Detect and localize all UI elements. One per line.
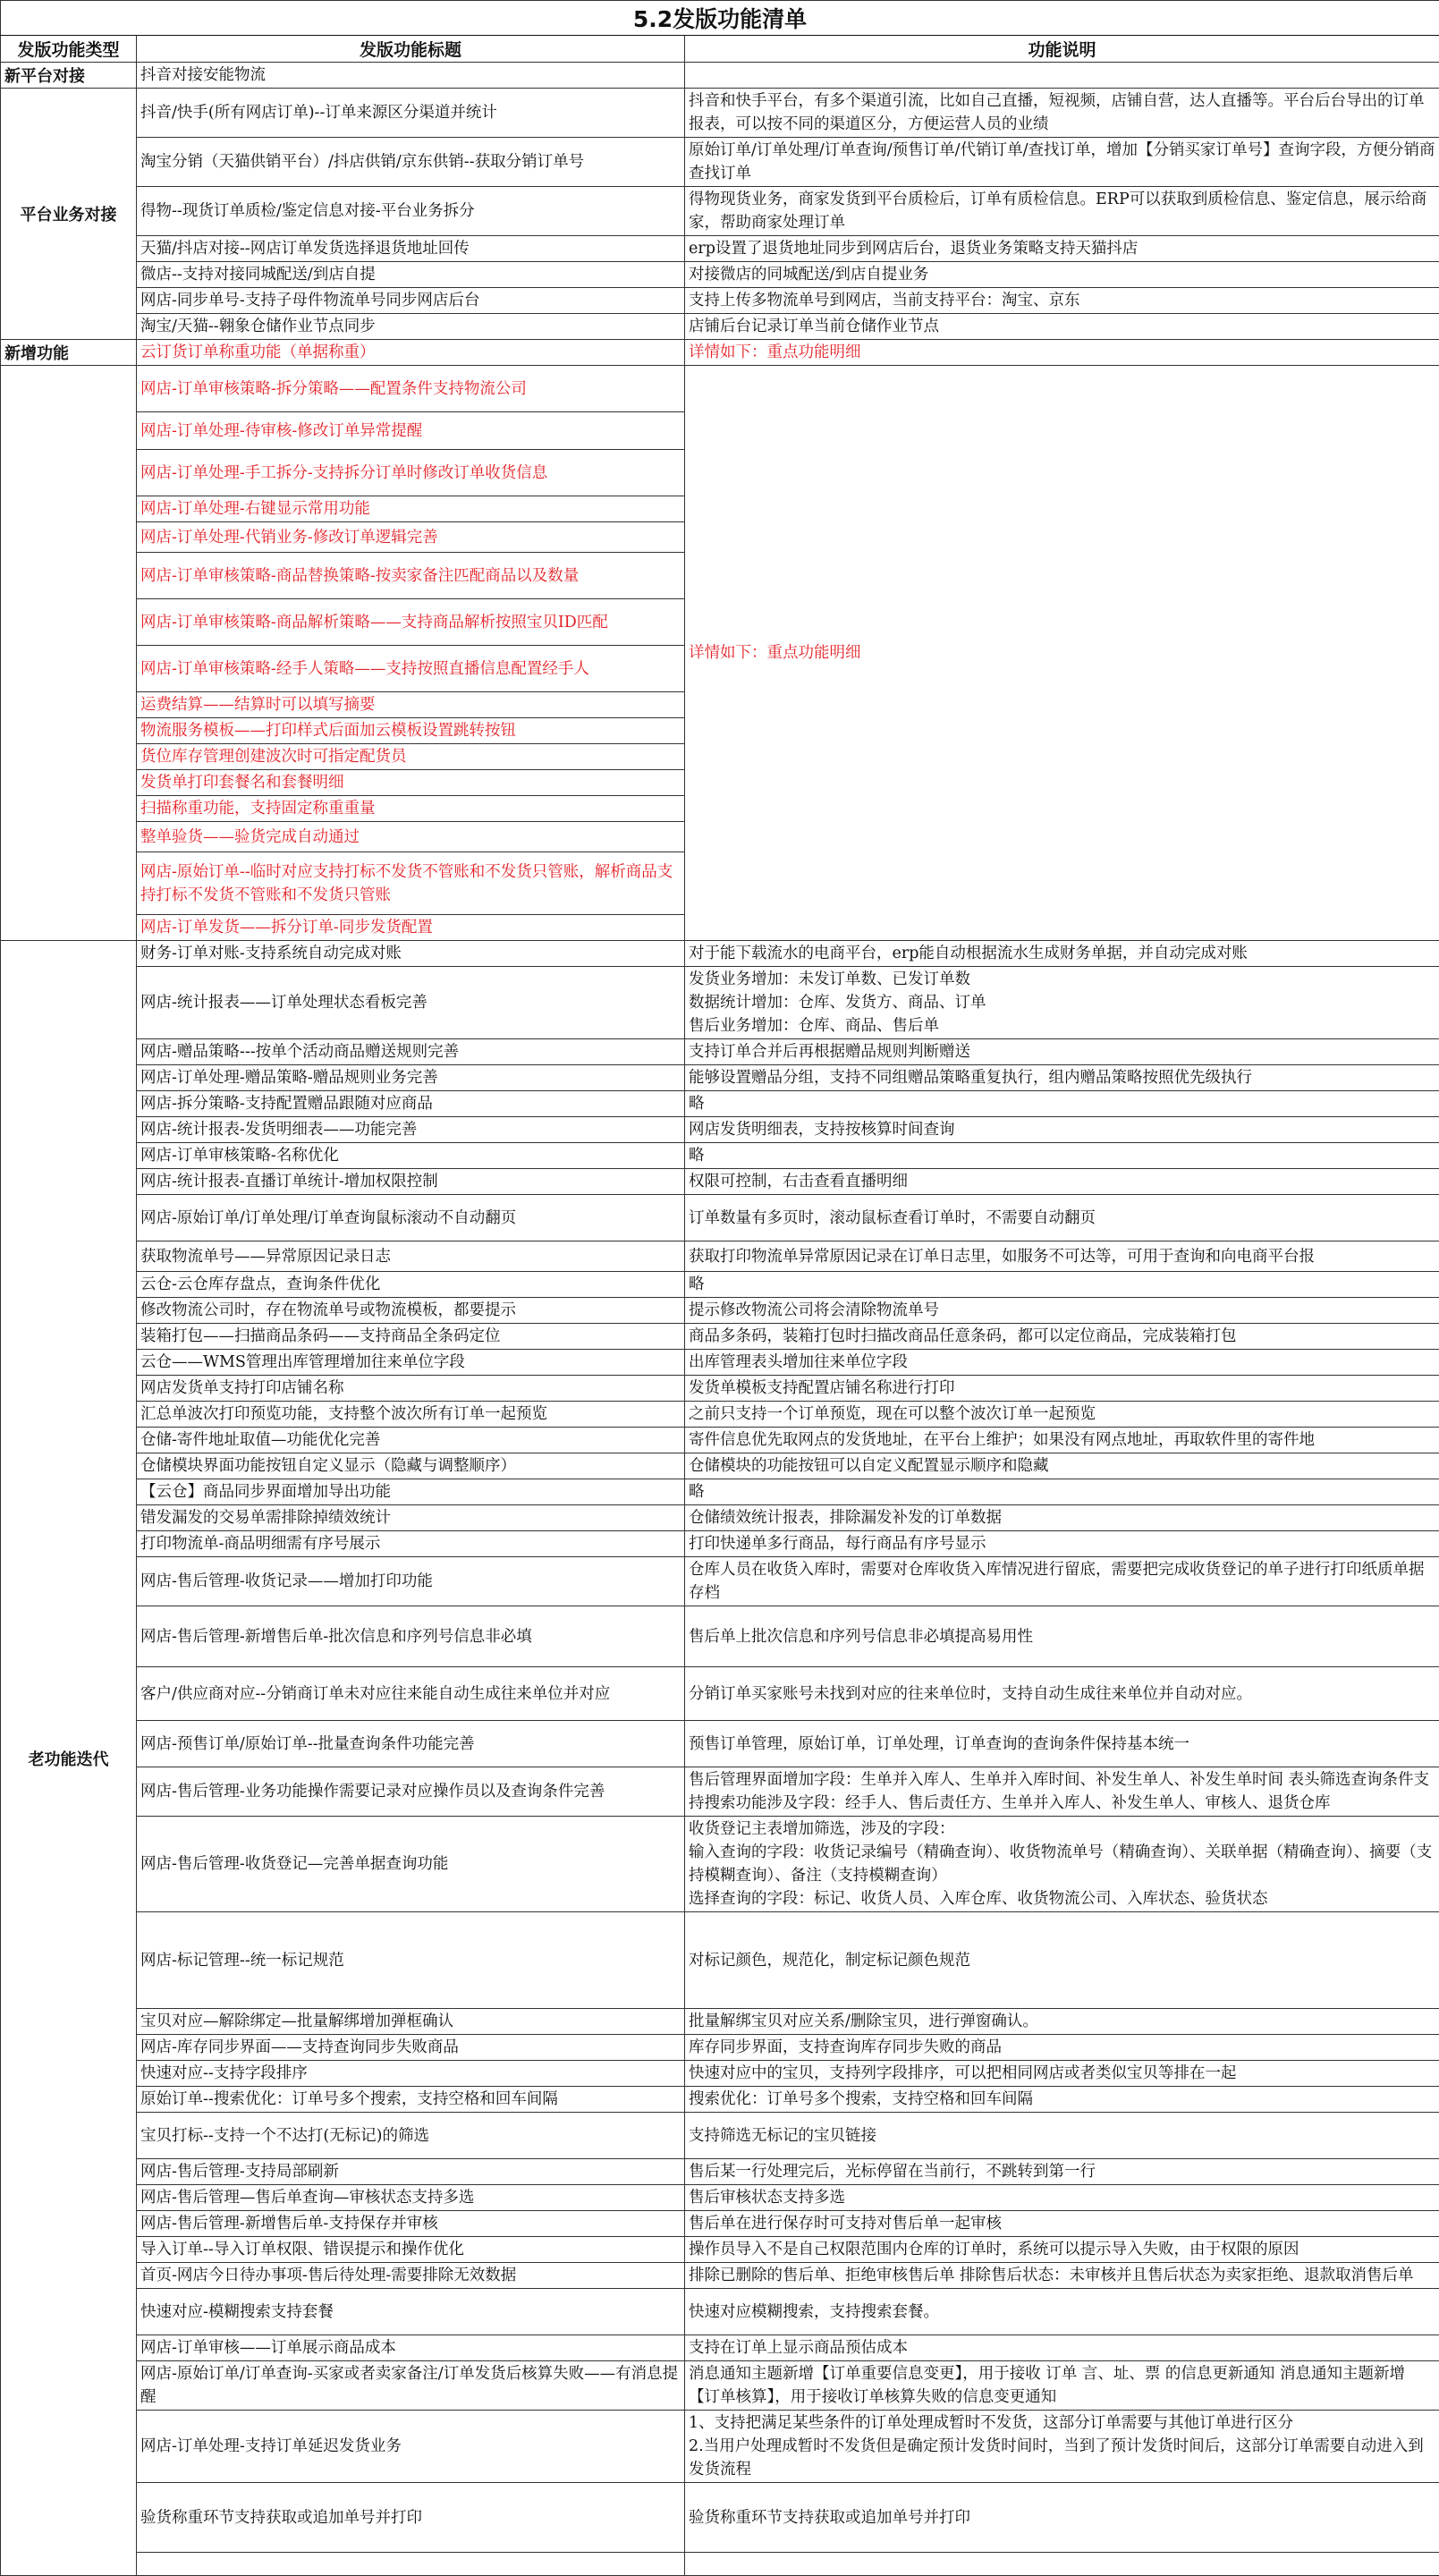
feature-title: 验货称重环节支持获取或追加单号并打印: [137, 2483, 685, 2553]
feature-desc: 对标记颜色，规范化，制定标记颜色规范: [685, 1912, 1439, 2009]
feature-title: 快速对应--支持字段排序: [137, 2061, 685, 2087]
feature-title: 网店-订单审核——订单展示商品成本: [137, 2335, 685, 2361]
feature-title: 网店-售后管理—售后单查询—审核状态支持多选: [137, 2185, 685, 2211]
feature-title: 云订货订单称重功能（单据称重）: [137, 340, 685, 366]
feature-title: 云仓——WMS管理出库管理增加往来单位字段: [137, 1350, 685, 1376]
feature-desc: 售后单在进行保存时可支持对售后单一起审核: [685, 2211, 1439, 2237]
feature-title: 财务-订单对账-支持系统自动完成对账: [137, 941, 685, 967]
feature-title: 网店-统计报表——订单处理状态看板完善: [137, 967, 685, 1039]
feature-desc: 搜索优化：订单号多个搜索，支持空格和回车间隔: [685, 2087, 1439, 2113]
feature-desc: erp设置了退货地址同步到网店后台，退货业务策略支持天猫抖店: [685, 236, 1439, 262]
feature-desc: [685, 63, 1439, 89]
feature-title: 物流服务模板——打印样式后面加云模板设置跳转按钮: [137, 718, 685, 744]
feature-desc: 仓储绩效统计报表，排除漏发补发的订单数据: [685, 1505, 1439, 1531]
feature-desc: 商品多条码，装箱打包时扫描改商品任意条码，都可以定位商品，完成装箱打包: [685, 1324, 1439, 1350]
feature-desc: 得物现货业务，商家发货到平台质检后，订单有质检信息。ERP可以获取到质检信息、鉴定信息，展示给商家，帮助商家处理订单: [685, 187, 1439, 236]
category-new-features: 新增功能: [1, 340, 137, 366]
feature-title: 淘宝分销（天猫供销平台）/抖店供销/京东供销--获取分销订单号: [137, 138, 685, 187]
feature-title: 【云仓】商品同步界面增加导出功能: [137, 1479, 685, 1505]
feature-title: 网店-售后管理-收货登记—完善单据查询功能: [137, 1817, 685, 1912]
feature-desc: 略: [685, 1479, 1439, 1505]
feature-title: 网店-标记管理--统一标记规范: [137, 1912, 685, 2009]
feature-title: 仓储模块界面功能按钮自定义显示（隐藏与调整顺序）: [137, 1453, 685, 1479]
feature-desc: 打印快递单多行商品，每行商品有序号显示: [685, 1531, 1439, 1557]
feature-title: 网店-订单审核策略-商品解析策略——支持商品解析按照宝贝ID匹配: [137, 599, 685, 646]
feature-desc: 仓储模块的功能按钮可以自定义配置显示顺序和隐藏: [685, 1453, 1439, 1479]
feature-title: 首页-网店今日待办事项-售后待处理-需要排除无效数据: [137, 2263, 685, 2289]
feature-title: 货位库存管理创建波次时可指定配货员: [137, 744, 685, 770]
feature-title: 网店-订单审核策略-拆分策略——配置条件支持物流公司: [137, 366, 685, 412]
feature-desc: 批量解绑宝贝对应关系/删除宝贝，进行弹窗确认。: [685, 2009, 1439, 2035]
feature-title: 修改物流公司时，存在物流单号或物流模板，都要提示: [137, 1298, 685, 1324]
feature-desc: 能够设置赠品分组，支持不同组赠品策略重复执行，组内赠品策略按照优先级执行: [685, 1065, 1439, 1091]
feature-title: 网店-统计报表-发货明细表——功能完善: [137, 1117, 685, 1143]
feature-title: 网店-售后管理-新增售后单-支持保存并审核: [137, 2211, 685, 2237]
feature-title: 网店-预售订单/原始订单--批量查询条件功能完善: [137, 1721, 685, 1767]
feature-desc: 售后审核状态支持多选: [685, 2185, 1439, 2211]
feature-desc: 发货业务增加：未发订单数、已发订单数 数据统计增加：仓库、发货方、商品、订单 售后业务增加：仓库、商品、售后单: [685, 967, 1439, 1039]
feature-title: 导入订单--导入订单权限、错误提示和操作优化: [137, 2237, 685, 2263]
feature-title: 快速对应-模糊搜索支持套餐: [137, 2289, 685, 2335]
feature-desc: 详情如下：重点功能明细: [685, 366, 1439, 941]
feature-title: 网店-订单处理-代销业务-修改订单逻辑完善: [137, 522, 685, 553]
feature-title: 网店-售后管理-业务功能操作需要记录对应操作员以及查询条件完善: [137, 1767, 685, 1817]
feature-title: 打印物流单-商品明细需有序号展示: [137, 1531, 685, 1557]
feature-desc: 订单数量有多页时，滚动鼠标查看订单时，不需要自动翻页: [685, 1195, 1439, 1241]
feature-desc: 详情如下：重点功能明细: [685, 340, 1439, 366]
feature-title: 发货单打印套餐名和套餐明细: [137, 770, 685, 796]
feature-desc: 售后管理界面增加字段：生单并入库人、生单并入库时间、补发生单人、补发生单时间 表头筛选查询条件支持搜索功能涉及字段：经手人、售后责任方、生单并入库人、补发生单人、审核人、退货仓库: [685, 1767, 1439, 1817]
feature-desc: 1、支持把满足某些条件的订单处理成暂时不发货，这部分订单需要与其他订单进行区分 2.当用户处理成暂时不发货但是确定预计发货时间时，当到了预计发货时间后，这部分订单需要自动进入到发货流程: [685, 2411, 1439, 2483]
feature-title: 网店-同步单号-支持子母件物流单号同步网店后台: [137, 288, 685, 314]
feature-title: 网店发货单支持打印店铺名称: [137, 1376, 685, 1402]
feature-desc: [685, 2553, 1439, 2576]
feature-desc: 对接微店的同城配送/到店自提业务: [685, 262, 1439, 288]
feature-title: 抖音对接安能物流: [137, 63, 685, 89]
feature-title: 网店-订单处理-待审核-修改订单异常提醒: [137, 412, 685, 450]
feature-title: 整单验货——验货完成自动通过: [137, 822, 685, 852]
category-platform-business: 平台业务对接: [1, 89, 137, 340]
sheet-title: 5.2发版功能清单: [1, 1, 1439, 36]
feature-desc: 寄件信息优先取网点的发货地址，在平台上维护；如果没有网点地址，再取软件里的寄件地: [685, 1428, 1439, 1453]
header-type: 发版功能类型: [1, 36, 137, 63]
feature-desc: 支持在订单上显示商品预估成本: [685, 2335, 1439, 2361]
feature-title: [137, 2553, 685, 2576]
feature-title: 网店-售后管理-新增售后单-批次信息和序列号信息非必填: [137, 1606, 685, 1667]
feature-title: 网店-订单发货——拆分订单-同步发货配置: [137, 915, 685, 941]
feature-title: 抖音/快手(所有网店订单)--订单来源区分渠道并统计: [137, 89, 685, 138]
feature-title: 网店-订单处理-赠品策略-赠品规则业务完善: [137, 1065, 685, 1091]
feature-desc: 售后单上批次信息和序列号信息非必填提高易用性: [685, 1606, 1439, 1667]
feature-title: 网店-原始订单/订单处理/订单查询鼠标滚动不自动翻页: [137, 1195, 685, 1241]
feature-desc: 预售订单管理，原始订单，订单处理，订单查询的查询条件保持基本统一: [685, 1721, 1439, 1767]
feature-title: 运费结算——结算时可以填写摘要: [137, 692, 685, 718]
feature-desc: 收货登记主表增加筛选，涉及的字段： 输入查询的字段：收货记录编号（精确查询）、收货物流单号（精确查询）、关联单据（精确查询）、摘要（支持模糊查询）、备注（支持模糊查询） 选择查询的字段：标记、收货人员、入库仓库、收货物流公司、入库状态、验货状态: [685, 1817, 1439, 1912]
feature-desc: 提示修改物流公司将会清除物流单号: [685, 1298, 1439, 1324]
feature-title: 汇总单波次打印预览功能，支持整个波次所有订单一起预览: [137, 1402, 685, 1428]
feature-desc: 略: [685, 1272, 1439, 1298]
feature-title: 网店-订单审核策略-经手人策略——支持按照直播信息配置经手人: [137, 646, 685, 692]
feature-title: 网店-库存同步界面——支持查询同步失败商品: [137, 2035, 685, 2061]
feature-desc: 原始订单/订单处理/订单查询/预售订单/代销订单/查找订单，增加【分销买家订单号】查询字段，方便分销商查找订单: [685, 138, 1439, 187]
feature-title: 原始订单--搜索优化：订单号多个搜索，支持空格和回车间隔: [137, 2087, 685, 2113]
feature-title: 网店-订单审核策略-名称优化: [137, 1143, 685, 1169]
feature-desc: 对于能下载流水的电商平台，erp能自动根据流水生成财务单据，并自动完成对账: [685, 941, 1439, 967]
feature-desc: 获取打印物流单异常原因记录在订单日志里，如服务不可达等，可用于查询和向电商平台报: [685, 1241, 1439, 1272]
feature-desc: 发货单模板支持配置店铺名称进行打印: [685, 1376, 1439, 1402]
feature-title: 网店-原始订单--临时对应支持打标不发货不管账和不发货只管账，解析商品支持打标不发货不管账和不发货只管账: [137, 852, 685, 915]
feature-title: 网店-订单审核策略-商品替换策略-按卖家备注匹配商品以及数量: [137, 553, 685, 599]
feature-title: 装箱打包——扫描商品条码——支持商品全条码定位: [137, 1324, 685, 1350]
feature-desc: 抖音和快手平台，有多个渠道引流，比如自己直播，短视频，店铺自营，达人直播等。平台后台导出的订单报表，可以按不同的渠道区分，方便运营人员的业绩: [685, 89, 1439, 138]
header-desc: 功能说明: [685, 36, 1439, 63]
feature-desc: 售后某一行处理完后，光标停留在当前行，不跳转到第一行: [685, 2159, 1439, 2185]
feature-title: 客户/供应商对应--分销商订单未对应往来能自动生成往来单位并对应: [137, 1667, 685, 1721]
feature-desc: 快速对应模糊搜索，支持搜索套餐。: [685, 2289, 1439, 2335]
feature-title: 网店-赠品策略---按单个活动商品赠送规则完善: [137, 1039, 685, 1065]
feature-desc: 之前只支持一个订单预览，现在可以整个波次订单一起预览: [685, 1402, 1439, 1428]
feature-desc: 支持筛选无标记的宝贝链接: [685, 2113, 1439, 2159]
feature-title: 网店-统计报表-直播订单统计-增加权限控制: [137, 1169, 685, 1195]
feature-desc: 支持订单合并后再根据赠品规则判断赠送: [685, 1039, 1439, 1065]
category-new-features-continued: [1, 366, 137, 941]
feature-title: 淘宝/天猫--翱象仓储作业节点同步: [137, 314, 685, 340]
feature-desc: 验货称重环节支持获取或追加单号并打印: [685, 2483, 1439, 2553]
feature-desc: 网店发货明细表，支持按核算时间查询: [685, 1117, 1439, 1143]
feature-desc: 排除已删除的售后单、拒绝审核售后单 排除售后状态：未审核并且售后状态为卖家拒绝、退款取消售后单: [685, 2263, 1439, 2289]
feature-title: 仓储-寄件地址取值—功能优化完善: [137, 1428, 685, 1453]
feature-desc: 快速对应中的宝贝，支持列字段排序，可以把相同网店或者类似宝贝等排在一起: [685, 2061, 1439, 2087]
category-old-iteration: 老功能迭代: [1, 941, 137, 2576]
feature-title: 网店-售后管理-支持局部刷新: [137, 2159, 685, 2185]
feature-title: 云仓-云仓库存盘点，查询条件优化: [137, 1272, 685, 1298]
feature-desc: 仓库人员在收货入库时，需要对仓库收货入库情况进行留底，需要把完成收货登记的单子进行打印纸质单据存档: [685, 1557, 1439, 1606]
feature-desc: 略: [685, 1091, 1439, 1117]
feature-title: 宝贝打标--支持一个不达打(无标记)的筛选: [137, 2113, 685, 2159]
feature-title: 网店-拆分策略-支持配置赠品跟随对应商品: [137, 1091, 685, 1117]
feature-title: 网店-订单处理-手工拆分-支持拆分订单时修改订单收货信息: [137, 450, 685, 496]
feature-desc: 略: [685, 1143, 1439, 1169]
feature-title: 宝贝对应—解除绑定—批量解绑增加弹框确认: [137, 2009, 685, 2035]
feature-title: 获取物流单号——异常原因记录日志: [137, 1241, 685, 1272]
feature-desc: 消息通知主题新增【订单重要信息变更】，用于接收 订单 言、址、票 的信息更新通知 消息通知主题新增【订单核算】，用于接收订单核算失败的信息变更通知: [685, 2361, 1439, 2411]
feature-title: 网店-原始订单/订单查询-买家或者卖家备注/订单发货后核算失败——有消息提醒: [137, 2361, 685, 2411]
feature-title: 错发漏发的交易单需排除掉绩效统计: [137, 1505, 685, 1531]
header-title: 发版功能标题: [137, 36, 685, 63]
feature-title: 网店-订单处理-右键显示常用功能: [137, 496, 685, 522]
feature-title: 扫描称重功能，支持固定称重重量: [137, 796, 685, 822]
feature-title: 得物--现货订单质检/鉴定信息对接-平台业务拆分: [137, 187, 685, 236]
feature-desc: 库存同步界面，支持查询库存同步失败的商品: [685, 2035, 1439, 2061]
category-new-platform: 新平台对接: [1, 63, 137, 89]
feature-title: 微店--支持对接同城配送/到店自提: [137, 262, 685, 288]
feature-desc: 店铺后台记录订单当前仓储作业节点: [685, 314, 1439, 340]
feature-desc: 操作员导入不是自己权限范围内仓库的订单时，系统可以提示导入失败，由于权限的原因: [685, 2237, 1439, 2263]
feature-title: 天猫/抖店对接--网店订单发货选择退货地址回传: [137, 236, 685, 262]
feature-desc: 权限可控制，右击查看直播明细: [685, 1169, 1439, 1195]
feature-title: 网店-订单处理-支持订单延迟发货业务: [137, 2411, 685, 2483]
feature-desc: 支持上传多物流单号到网店，当前支持平台：淘宝、京东: [685, 288, 1439, 314]
feature-desc: 分销订单买家账号未找到对应的往来单位时，支持自动生成往来单位并自动对应。: [685, 1667, 1439, 1721]
feature-desc: 出库管理表头增加往来单位字段: [685, 1350, 1439, 1376]
feature-title: 网店-售后管理-收货记录——增加打印功能: [137, 1557, 685, 1606]
